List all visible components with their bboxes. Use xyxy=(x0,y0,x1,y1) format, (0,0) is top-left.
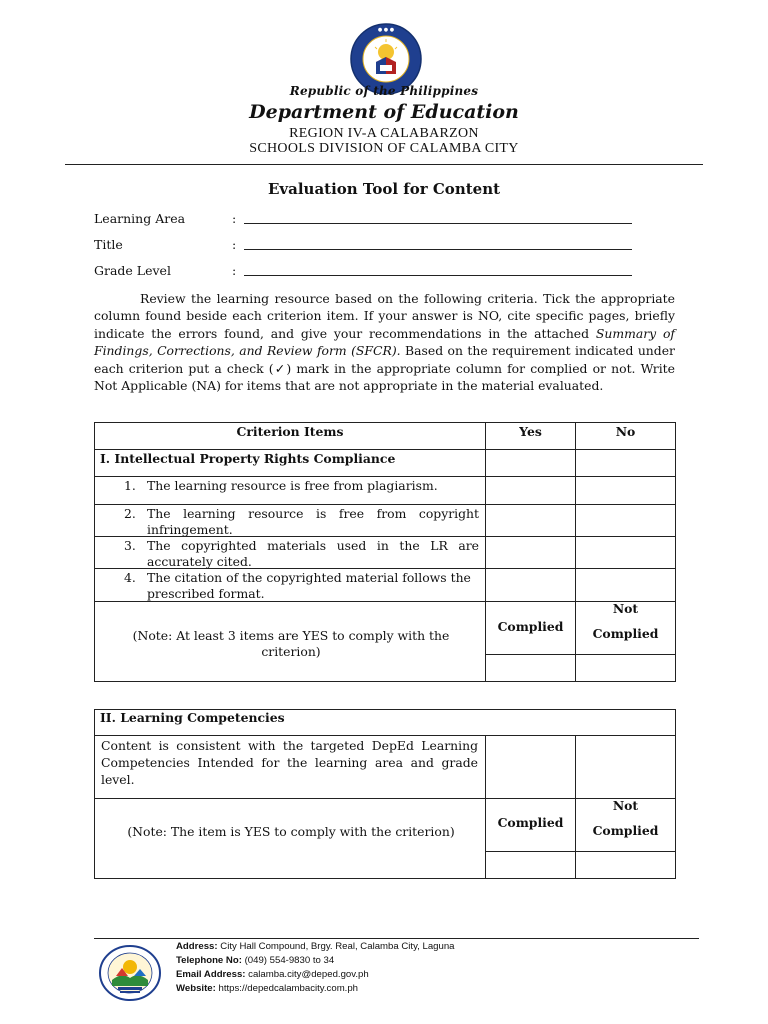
field-colon: : xyxy=(232,211,237,226)
not-complied-label xyxy=(575,601,676,655)
table-row xyxy=(94,568,486,602)
not-complied-line-1: Not xyxy=(612,601,639,616)
republic-heading: Republic of the Philippines xyxy=(289,84,479,98)
no-checkbox-cell[interactable] xyxy=(575,735,676,799)
not-complied-line-1: Not xyxy=(612,798,639,813)
field-blank-line[interactable] xyxy=(244,223,632,224)
field-label: Title xyxy=(94,237,123,252)
footer-website xyxy=(176,983,358,994)
yes-checkbox-cell[interactable] xyxy=(485,476,576,505)
yes-checkbox-cell[interactable] xyxy=(485,536,576,569)
table-row xyxy=(94,504,486,537)
email-label: Email Address: xyxy=(176,969,246,980)
section-heading-ipr: I. Intellectual Property Rights Compliance xyxy=(94,449,486,477)
criterion-items-header: Criterion Items xyxy=(94,422,486,450)
compliance-note-cell xyxy=(94,798,486,879)
no-checkbox-cell[interactable] xyxy=(575,504,676,537)
email-value: calamba.city@deped.gov.ph xyxy=(245,969,369,980)
field-blank-line[interactable] xyxy=(244,249,632,250)
instructions-text-1: Review the learning resource based on the following criteria. Tick the appropriate column found beside each criterion item. If your answer is NO, cite specific pages, briefly indicate the errors found, and give your recommendations in the attached xyxy=(94,291,675,341)
telephone-label: Telephone No: xyxy=(176,955,242,966)
complied-checkbox-cell[interactable] xyxy=(485,851,576,879)
yes-checkbox-cell[interactable] xyxy=(485,735,576,799)
no-checkbox-cell[interactable] xyxy=(575,476,676,505)
footer-email xyxy=(176,969,369,980)
compliance-note-cell xyxy=(94,601,486,682)
complied-checkbox-cell[interactable] xyxy=(485,654,576,682)
instructions-form-name: Summary of Findings, Corrections, and Review form (SFCR). xyxy=(94,325,675,359)
table-row xyxy=(94,476,486,505)
field-colon: : xyxy=(232,263,237,278)
item-text: The copyrighted materials used in the LR are accurately cited. xyxy=(147,538,479,569)
yes-checkbox-cell[interactable] xyxy=(485,568,576,602)
not-complied-label xyxy=(575,798,676,852)
yes-column-header: Yes xyxy=(485,422,576,450)
no-column-header: No xyxy=(575,422,676,450)
field-label: Learning Area xyxy=(94,211,186,226)
footer-divider xyxy=(94,938,699,939)
division-heading: SCHOOLS DIVISION OF CALAMBA CITY xyxy=(249,141,519,156)
item-number: 4. xyxy=(124,570,136,585)
yes-checkbox-cell[interactable] xyxy=(485,449,576,477)
field-blank-line[interactable] xyxy=(244,275,632,276)
section-heading-competencies: II. Learning Competencies xyxy=(94,709,676,736)
table-row xyxy=(94,735,486,799)
no-checkbox-cell[interactable] xyxy=(575,449,676,477)
instructions-text-2: Based on the requirement indicated under each criterion put a check (✓) mark in the appropriate column for complied or not. Write Not Applicable (NA) for items that are not appropriate in the material evaluated. xyxy=(94,343,675,394)
telephone-value: (049) 554-9830 to 34 xyxy=(241,955,335,966)
website-value: https://depedcalambacity.com.ph xyxy=(215,983,359,994)
compliance-note: (Note: At least 3 items are YES to comply with the criterion) xyxy=(132,628,450,659)
compliance-note: (Note: The item is YES to comply with the criterion) xyxy=(127,824,455,839)
not-complied-checkbox-cell[interactable] xyxy=(575,851,676,879)
item-text: The learning resource is free from copyright infringement. xyxy=(147,506,479,537)
item-text: Content is consistent with the targeted DepEd Learning Competencies Intended for the learning area and grade level. xyxy=(101,738,478,787)
website-label: Website: xyxy=(176,983,216,994)
field-label: Grade Level xyxy=(94,263,171,278)
item-number: 3. xyxy=(124,538,136,553)
item-number: 1. xyxy=(124,478,136,493)
item-number: 2. xyxy=(124,506,136,521)
region-heading: REGION IV-A CALABARZON xyxy=(289,126,479,141)
svg-text:● ● ●: ● ● ● xyxy=(377,27,395,33)
table-row xyxy=(94,536,486,569)
not-complied-line-2: Complied xyxy=(592,626,659,641)
complied-label: Complied xyxy=(485,798,576,852)
header-divider xyxy=(65,164,703,165)
field-colon: : xyxy=(232,237,237,252)
not-complied-line-2: Complied xyxy=(592,823,659,838)
item-text: The citation of the copyrighted material follows the prescribed format. xyxy=(147,570,471,601)
yes-checkbox-cell[interactable] xyxy=(485,504,576,537)
instructions-paragraph xyxy=(94,290,675,394)
address-value: City Hall Compound, Brgy. Real, Calamba City, Laguna xyxy=(217,941,455,952)
division-logo xyxy=(98,944,162,1002)
footer-address xyxy=(176,941,455,952)
item-text: The learning resource is free from plagiarism. xyxy=(147,478,438,493)
department-heading: Department of Education xyxy=(249,101,519,123)
no-checkbox-cell[interactable] xyxy=(575,536,676,569)
footer-telephone xyxy=(176,955,334,966)
address-label: Address: xyxy=(176,941,218,952)
complied-label: Complied xyxy=(485,601,576,655)
document-title: Evaluation Tool for Content xyxy=(267,180,501,198)
not-complied-checkbox-cell[interactable] xyxy=(575,654,676,682)
